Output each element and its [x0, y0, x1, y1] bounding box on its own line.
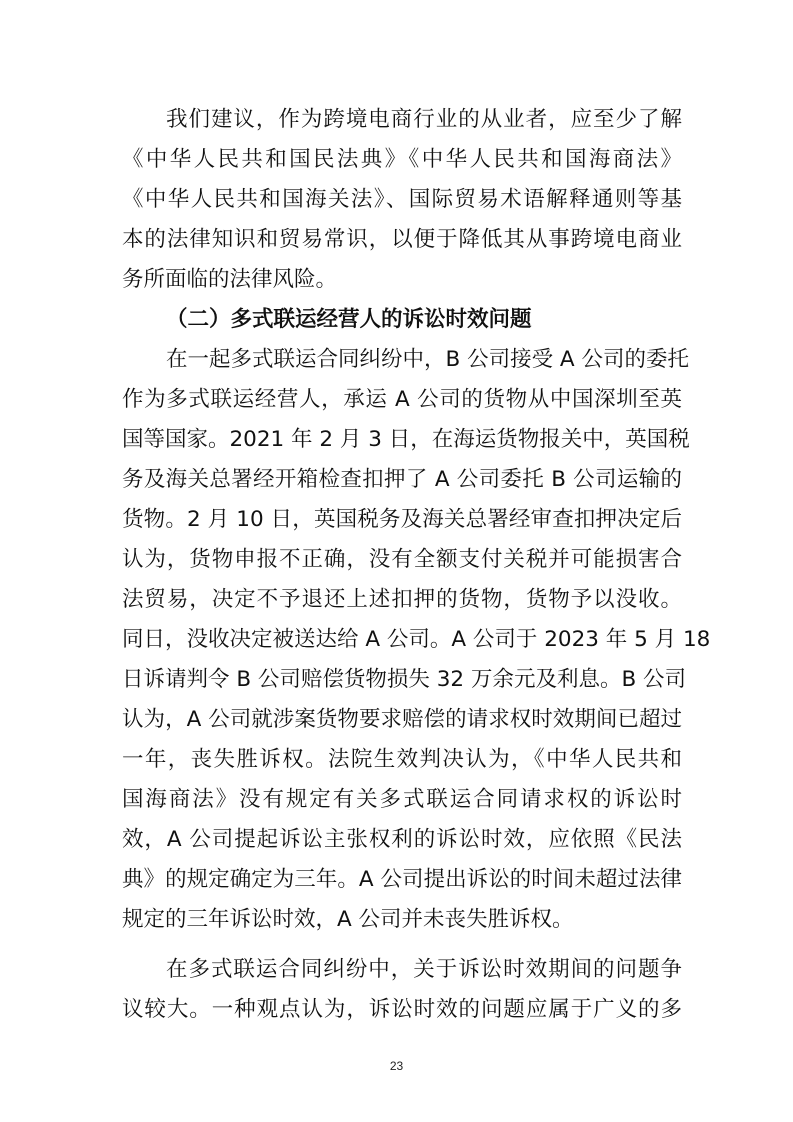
page-number: 23: [389, 1059, 404, 1073]
paragraph-line: 我们建议，作为跨境电商行业的从业者，应至少了解: [166, 107, 682, 132]
paragraph-line: 货物。2 月 10 日，英国税务及海关总署经审查扣押决定后: [122, 507, 682, 532]
paragraph-line: 作为多式联运经营人，承运 A 公司的货物从中国深圳至英: [122, 387, 682, 412]
paragraph-line: 法贸易，决定不予退还上述扣押的货物，货物予以没收。: [122, 587, 682, 612]
paragraph-line: 规定的三年诉讼时效，A 公司并未丧失胜诉权。: [122, 907, 574, 932]
paragraph-line: 国等国家。2021 年 2 月 3 日，在海运货物报关中，英国税: [122, 427, 690, 452]
paragraph-line: 日诉请判令 B 公司赔偿货物损失 32 万余元及利息。B 公司: [122, 667, 687, 692]
paragraph-line: 务所面临的法律风险。: [122, 267, 338, 292]
paragraph-line: 《中华人民共和国海关法》、国际贸易术语解释通则等基: [122, 187, 682, 212]
paragraph-line: 在多式联运合同纠纷中，关于诉讼时效期间的问题争: [166, 957, 682, 982]
paragraph-line: 同日，没收决定被送达给 A 公司。A 公司于 2023 年 5 月 18: [122, 627, 711, 652]
paragraph-line: 一年，丧失胜诉权。法院生效判决认为，《中华人民共和: [122, 747, 682, 772]
paragraph-line: 国海商法》没有规定有关多式联运合同请求权的诉讼时: [122, 787, 682, 812]
paragraph-line: 认为，A 公司就涉案货物要求赔偿的请求权时效期间已超过: [122, 707, 682, 732]
paragraph-line: 本的法律知识和贸易常识，以便于降低其从事跨境电商业: [122, 227, 682, 252]
section-heading: （二）多式联运经营人的诉讼时效问题: [166, 307, 532, 332]
paragraph-line: 务及海关总署经开箱检查扣押了 A 公司委托 B 公司运输的: [122, 467, 682, 492]
paragraph-line: 议较大。一种观点认为，诉讼时效的问题应属于广义的多: [122, 997, 682, 1022]
paragraph-line: 效，A 公司提起诉讼主张权利的诉讼时效，应依照《民法: [122, 827, 682, 852]
paragraph-line: 典》的规定确定为三年。A 公司提出诉讼的时间未超过法律: [122, 867, 682, 892]
paragraph-line: 在一起多式联运合同纠纷中，B 公司接受 A 公司的委托: [166, 347, 689, 372]
paragraph-line: 《中华人民共和国民法典》《中华人民共和国海商法》: [122, 147, 682, 172]
paragraph-line: 认为，货物申报不正确，没有全额支付关税并可能损害合: [122, 547, 682, 572]
